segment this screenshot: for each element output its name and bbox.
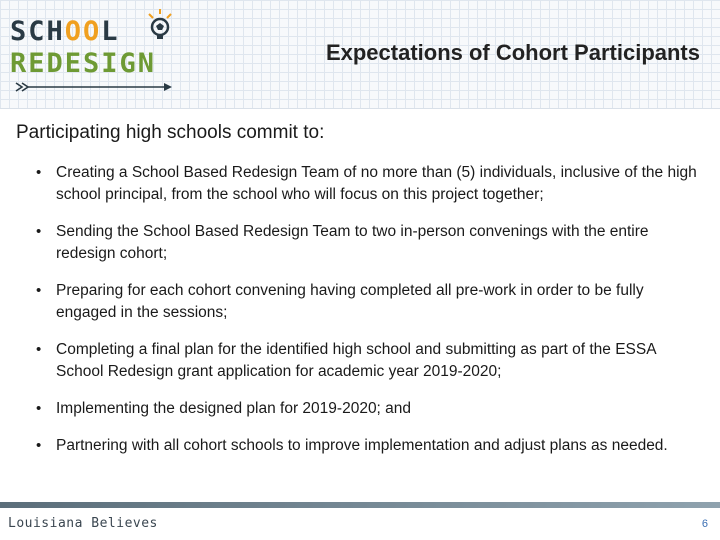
list-item-text: Completing a final plan for the identified high school and submitting as part of the ESSA School Redesign grant application for academic year 2019-2020; bbox=[56, 341, 656, 380]
list-item-text: Preparing for each cohort convening having completed all pre-work in order to be fully engaged in the sessions; bbox=[56, 282, 644, 321]
list-item bbox=[36, 398, 704, 420]
list-item-text: Partnering with all cohort schools to improve implementation and adjust plans as needed. bbox=[56, 437, 668, 454]
bullet: • bbox=[36, 400, 42, 417]
arrow-icon bbox=[12, 80, 180, 94]
logo-line-school: SCHOOL bbox=[10, 16, 120, 47]
page-number: 6 bbox=[701, 518, 708, 530]
bullet: • bbox=[36, 437, 42, 454]
bullet: • bbox=[36, 341, 42, 358]
footer-divider bbox=[0, 502, 720, 508]
intro-text: Participating high schools commit to: bbox=[16, 122, 325, 143]
footer-brand: Louisiana Believes bbox=[8, 516, 158, 531]
bullet: • bbox=[36, 223, 42, 240]
bullet: • bbox=[36, 282, 42, 299]
list-item bbox=[36, 280, 704, 324]
list-item bbox=[36, 162, 704, 206]
list-item-text: Sending the School Based Redesign Team to two in-person convenings with the entire redesign cohort; bbox=[56, 223, 649, 262]
list-item bbox=[36, 339, 704, 383]
list-item-text: Creating a School Based Redesign Team of no more than (5) individuals, inclusive of the high school principal, from the school who will focus on this project together; bbox=[56, 164, 697, 203]
list-item bbox=[36, 221, 704, 265]
school-redesign-logo bbox=[10, 8, 180, 100]
commitment-list bbox=[36, 162, 704, 472]
slide-header bbox=[0, 0, 720, 109]
list-item bbox=[36, 435, 704, 457]
slide-title: Expectations of Cohort Participants bbox=[325, 40, 700, 65]
list-item-text: Implementing the designed plan for 2019-2020; and bbox=[56, 400, 412, 417]
logo-line-redesign: REDESIGN bbox=[10, 48, 157, 79]
lightbulb-icon bbox=[146, 8, 174, 44]
bullet: • bbox=[36, 164, 42, 181]
